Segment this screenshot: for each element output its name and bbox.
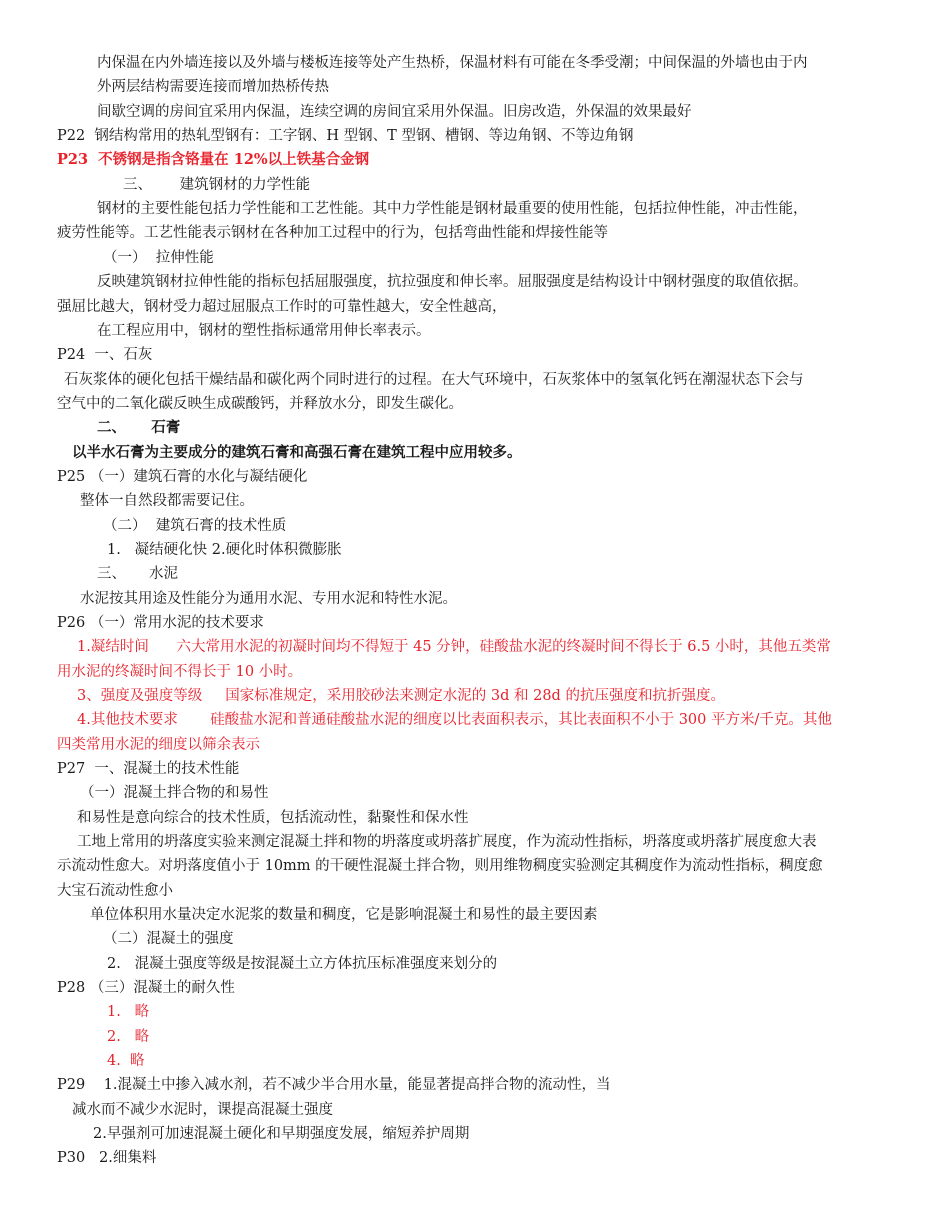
text-line: 以半水石膏为主要成分的建筑石膏和高强石膏在建筑工程中应用较多。 [72, 444, 522, 461]
text-line: 三、 建筑钢材的力学性能 [123, 177, 311, 193]
text-line: 间歇空调的房间宜采用内保温，连续空调的房间宜采用外保温。旧房改造，外保温的效果最好 [97, 104, 692, 120]
text-line: 在工程应用中，钢材的塑性指标通常用伸长率表示。 [97, 323, 431, 339]
text-line: （二） 建筑石膏的技术性质 [103, 518, 287, 534]
text-line: 2. 混凝土强度等级是按混凝土立方体抗压标准强度来划分的 [107, 956, 498, 972]
text-line: 疲劳性能等。工艺性能表示钢材在各种加工过程中的行为，包括弯曲性能和焊接性能等 [57, 225, 608, 241]
text-line: 内保温在内外墙连接以及外墙与楼板连接等处产生热桥，保温材料有可能在冬季受潮；中间保温的外墙也由于内 [97, 55, 808, 71]
text-line: 三、 水泥 [97, 566, 179, 582]
text-line: P28 （三）混凝土的耐久性 [57, 980, 235, 996]
text-line: 4.其他技术要求 硅酸盐水泥和普通硅酸盐水泥的细度以比表面积表示，其比表面积不小于 300 平方米/千克。其他 [77, 712, 832, 728]
text-line: 外两层结构需要连接而增加热桥传热 [97, 79, 329, 95]
text-line: 钢材的主要性能包括力学性能和工艺性能。其中力学性能是钢材最重要的使用性能，包括拉伸性能，冲击性能， [97, 201, 808, 217]
text-line: P23 不锈钢是指含铬量在 12%以上铁基合金钢 [57, 151, 370, 168]
text-line: 2. 略 [107, 1029, 150, 1045]
text-line: 4. 略 [107, 1053, 145, 1069]
text-line: 3、强度及强度等级 国家标准规定，采用胶砂法来测定水泥的 3d 和 28d 的抗压强度和抗折强度。 [77, 688, 725, 704]
text-line: 水泥按其用途及性能分为通用水泥、专用水泥和特性水泥。 [80, 591, 457, 607]
text-line: 大宝石流动性愈小 [57, 883, 173, 899]
text-line: P25 （一）建筑石膏的水化与凝结硬化 [57, 469, 308, 485]
text-line: P24 一、石灰 [57, 347, 153, 363]
text-line: （一） 拉伸性能 [103, 250, 214, 266]
text-line: 工地上常用的坍落度实验来测定混凝土拌和物的坍落度或坍落扩展度，作为流动性指标，坍落度或坍落扩展度愈大表 [77, 834, 817, 850]
text-line: （一）混凝土拌合物的和易性 [80, 785, 269, 801]
text-line: （二）混凝土的强度 [103, 931, 234, 947]
text-line: 反映建筑钢材拉伸性能的指标包括屈服强度，抗拉强度和伸长率。屈服强度是结构设计中钢材强度的取值依据。 [97, 274, 808, 290]
text-line: 1. 略 [107, 1004, 150, 1020]
text-line: 四类常用水泥的细度以筛余表示 [57, 737, 260, 753]
text-line: 示流动性愈大。对坍落度值小于 10mm 的干硬性混凝土拌合物，则用维物稠度实验测定其稠度作为流动性指标，稠度愈 [57, 858, 823, 874]
text-line: 和易性是意向综合的技术性质，包括流动性，黏聚性和保水性 [77, 810, 469, 826]
text-line: P26 （一）常用水泥的技术要求 [57, 615, 264, 631]
text-line: P27 一、混凝土的技术性能 [57, 761, 240, 777]
text-line: 强屈比越大，钢材受力超过屈服点工作时的可靠性越大，安全性越高， [57, 299, 507, 315]
text-line: 1.凝结时间 六大常用水泥的初凝时间均不得短于 45 分钟，硅酸盐水泥的终凝时间不得长于 6.5 小时，其他五类常 [77, 639, 831, 655]
text-line: 单位体积用水量决定水泥浆的数量和稠度，它是影响混凝土和易性的最主要因素 [90, 907, 598, 923]
text-line: P29 1.混凝土中掺入减水剂，若不减少半合用水量，能显著提高拌合物的流动性，当 [57, 1077, 611, 1093]
text-line: 二、 石膏 [97, 419, 181, 436]
text-line: 用水泥的终凝时间不得长于 10 小时。 [57, 664, 303, 680]
text-line: 石灰浆体的硬化包括干燥结晶和碳化两个同时进行的过程。在大气环境中，石灰浆体中的氢氧化钙在潮湿状态下会与 [64, 372, 804, 388]
text-line: 1. 凝结硬化快 2.硬化时体积微膨胀 [107, 542, 342, 558]
text-line: 空气中的二氧化碳反映生成碳酸钙，并释放水分，即发生碳化。 [57, 396, 463, 412]
text-line: 减水而不减少水泥时，课提高混凝土强度 [72, 1102, 333, 1118]
text-line: 整体一自然段都需要记住。 [80, 493, 254, 509]
text-line: 2.早强剂可加速混凝土硬化和早期强度发展，缩短养护周期 [93, 1126, 470, 1142]
text-line: P22 钢结构常用的热轧型钢有：工字钢、H 型钢、T 型钢、槽钢、等边角钢、不等边角钢 [57, 128, 634, 144]
text-line: P30 2.细集料 [57, 1150, 157, 1166]
